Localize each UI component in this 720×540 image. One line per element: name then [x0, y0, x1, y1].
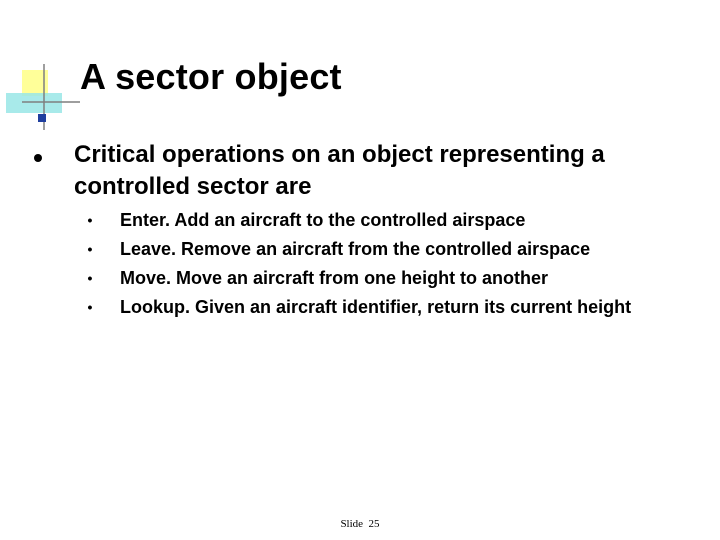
main-bullet-text: Critical operations on an object representing a controlled sector are [74, 141, 605, 200]
sub-bullet-list [84, 208, 664, 324]
sub-bullet-text-enter: Enter. Add an aircraft to the controlled airspace [120, 210, 526, 230]
sub-bullet-text-lookup: Lookup. Given an aircraft identifier, return its current height [120, 297, 632, 317]
decoration-cyan-bar [6, 93, 62, 113]
bullet-dot-icon: • [87, 299, 93, 315]
bullet-dot-icon: • [87, 212, 93, 228]
sub-bullet-item-enter [84, 208, 664, 232]
sub-bullet-text-leave: Leave. Remove an aircraft from the controlled airspace [120, 239, 591, 259]
title-decoration [0, 0, 80, 140]
bullet-dot-icon: • [87, 241, 93, 257]
bullet-dot-icon: • [87, 270, 93, 286]
slide-number: Slide 25 [340, 518, 380, 530]
sub-bullet-text-move: Move. Move an aircraft from one height to another [120, 268, 549, 288]
sub-bullet-item-leave [84, 237, 664, 261]
sub-bullet-item-move [84, 266, 664, 290]
decoration-blue-square [38, 114, 46, 122]
main-bullet-icon [34, 154, 42, 162]
slide-title: A sector object [80, 56, 342, 97]
sub-bullet-item-lookup [84, 295, 664, 319]
